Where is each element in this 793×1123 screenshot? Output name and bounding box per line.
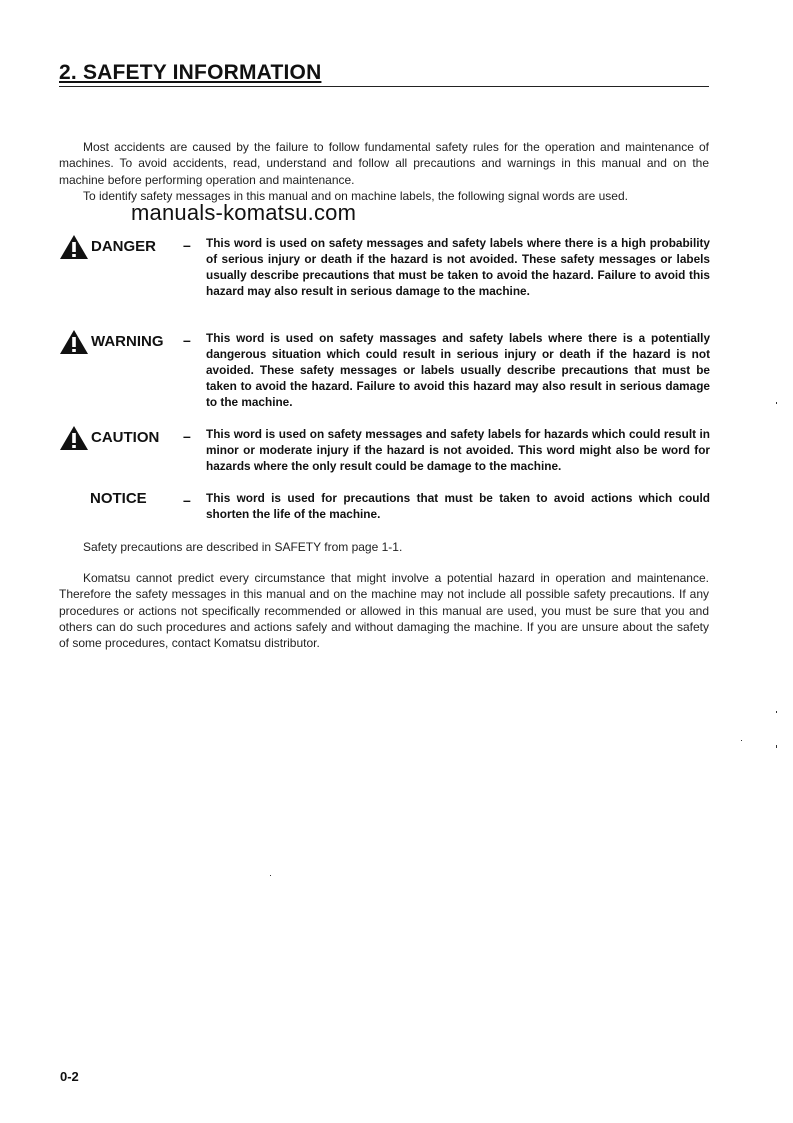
- signal-label-notice: [90, 490, 147, 508]
- signal-label-text: DANGER: [91, 238, 157, 255]
- intro-paragraph: Most accidents are caused by the failure to follow fundamental safety rules for the operation and maintenance of machines. To avoid accidents, read, understand and follow all precautions and warnings in this manual and on the machine before performing operation and maintenance.: [59, 140, 709, 187]
- signal-label-warning: [59, 329, 164, 355]
- signal-dash: –: [183, 492, 191, 508]
- signal-dash: –: [183, 332, 191, 348]
- signal-label-danger: [59, 234, 156, 260]
- scan-speck: [270, 875, 271, 876]
- signal-label-text: CAUTION: [91, 429, 160, 446]
- closing-paragraph: Komatsu cannot predict every circumstance that might involve a potential hazard in operation and maintenance. Therefore the safety messages in this manual and on the machine may not include all possible safety precautions. If any procedures or actions not specifically recommended or allowed in this manual are used, you must be sure that you and others can do such procedures and actions safely and without damaging the machine. If you are unsure about the safety of some procedures, contact Komatsu distributor.: [59, 571, 709, 651]
- warning-triangle-icon: [59, 329, 89, 355]
- scan-speck: [776, 402, 777, 404]
- intro-paragraph-signal-words: To identify safety messages in this manual and on machine labels, the following signal words are used.: [83, 189, 628, 203]
- signal-label-text: NOTICE: [90, 490, 147, 507]
- scan-speck: [776, 745, 777, 748]
- signal-dash: –: [183, 237, 191, 253]
- page-number: 0-2: [60, 1069, 79, 1084]
- section-heading: 2. SAFETY INFORMATION: [59, 61, 322, 84]
- safety-reference: Safety precautions are described in SAFETY from page 1-1.: [83, 540, 403, 554]
- watermark: manuals-komatsu.com: [131, 200, 357, 225]
- signal-description-warning: This word is used on safety massages and safety labels where there is a potentially dangerous situation which could result in serious injury or death if the hazard is not avoided. These safety messages or labels usually describe precautions that must be taken to avoid the hazard. Failure to avoid this hazard may also result in serious damage to the machine.: [206, 331, 710, 409]
- signal-dash: –: [183, 428, 191, 444]
- section-heading-rule: [59, 60, 709, 87]
- signal-label-caution: [59, 425, 159, 451]
- scan-speck: [776, 711, 777, 713]
- signal-description-caution: This word is used on safety messages and safety labels for hazards which could result in minor or moderate injury if the hazard is not avoided. This word might also be word for hazards where the only result could be damage to the machine.: [206, 427, 710, 473]
- signal-description-danger: This word is used on safety messages and safety labels where there is a high probability of serious injury or death if the hazard is not avoided. These safety messages or labels usually describe precautions that must be taken to avoid the hazard. Failure to avoid this hazard may also result in serious damage to the machine.: [206, 236, 710, 298]
- signal-description-notice: This word is used for precautions that must be taken to avoid actions which could shorten the life of the machine.: [206, 491, 710, 521]
- warning-triangle-icon: [59, 234, 89, 260]
- signal-label-text: WARNING: [91, 333, 164, 350]
- scan-speck: [741, 740, 742, 741]
- warning-triangle-icon: [59, 425, 89, 451]
